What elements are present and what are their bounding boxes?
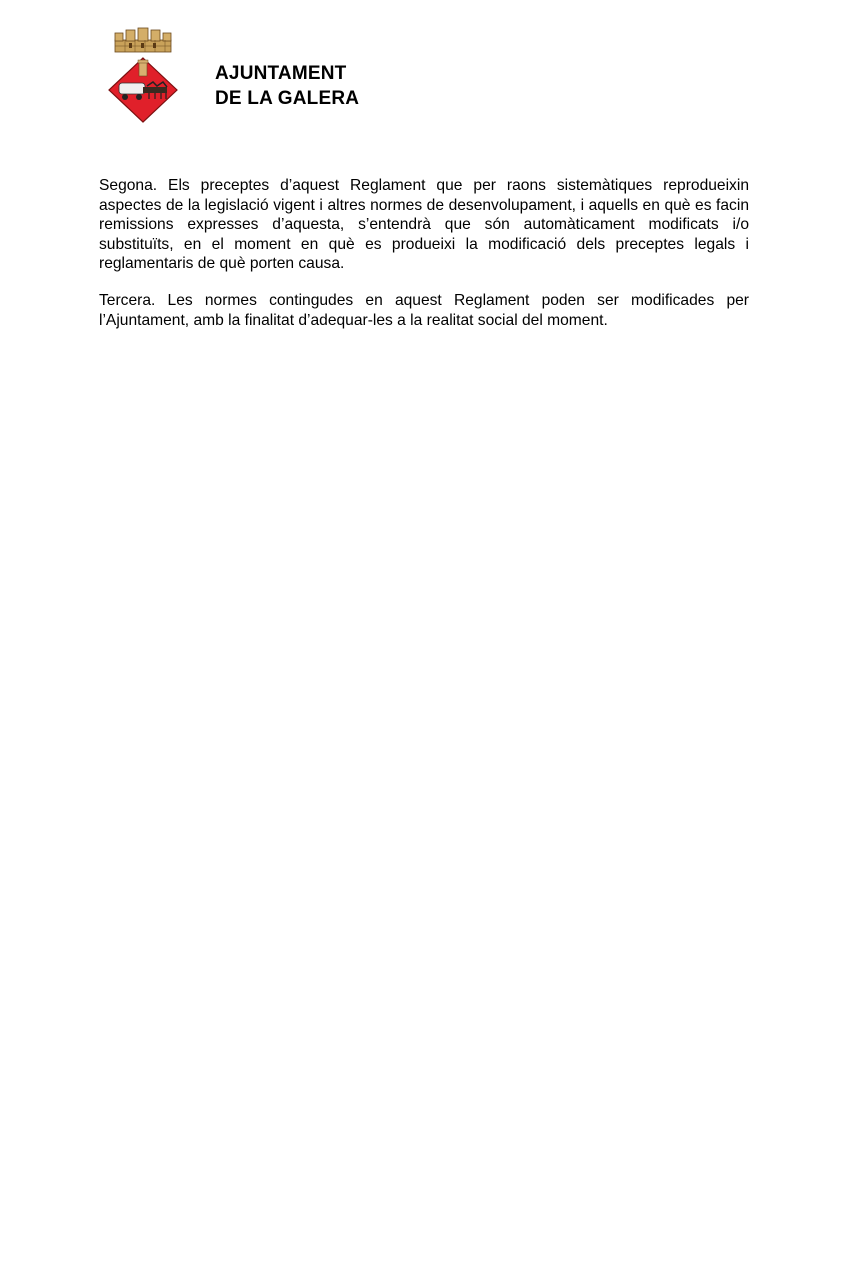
document-body: [99, 176, 749, 347]
organization-name: [215, 61, 359, 111]
paragraph-tercera: Tercera. Les normes contingudes en aquest Reglament poden ser modificades per l’Ajuntament, amb la finalitat d’adequar-les a la realitat social del moment.: [99, 291, 749, 329]
coat-of-arms-icon: [105, 26, 185, 126]
letterhead: [105, 26, 425, 126]
organization-name-line1: AJUNTAMENT: [215, 63, 347, 84]
shield-icon: [109, 58, 177, 122]
organization-name-line2: DE LA GALERA: [215, 88, 360, 109]
paragraph-segona: Segona. Els preceptes d’aquest Reglament que per raons sistemàtiques reprodueixin aspectes de la legislació vigent i altres normes de desenvolupament, i aquells en què es facin remissions expresses d’aquesta, s’entendrà que són automàticament modificats i/o substituïts, en el moment en què es produeixi la modificació dels preceptes legals i reglamentaris de què porten causa.: [99, 177, 749, 273]
crown-icon: [115, 28, 171, 52]
